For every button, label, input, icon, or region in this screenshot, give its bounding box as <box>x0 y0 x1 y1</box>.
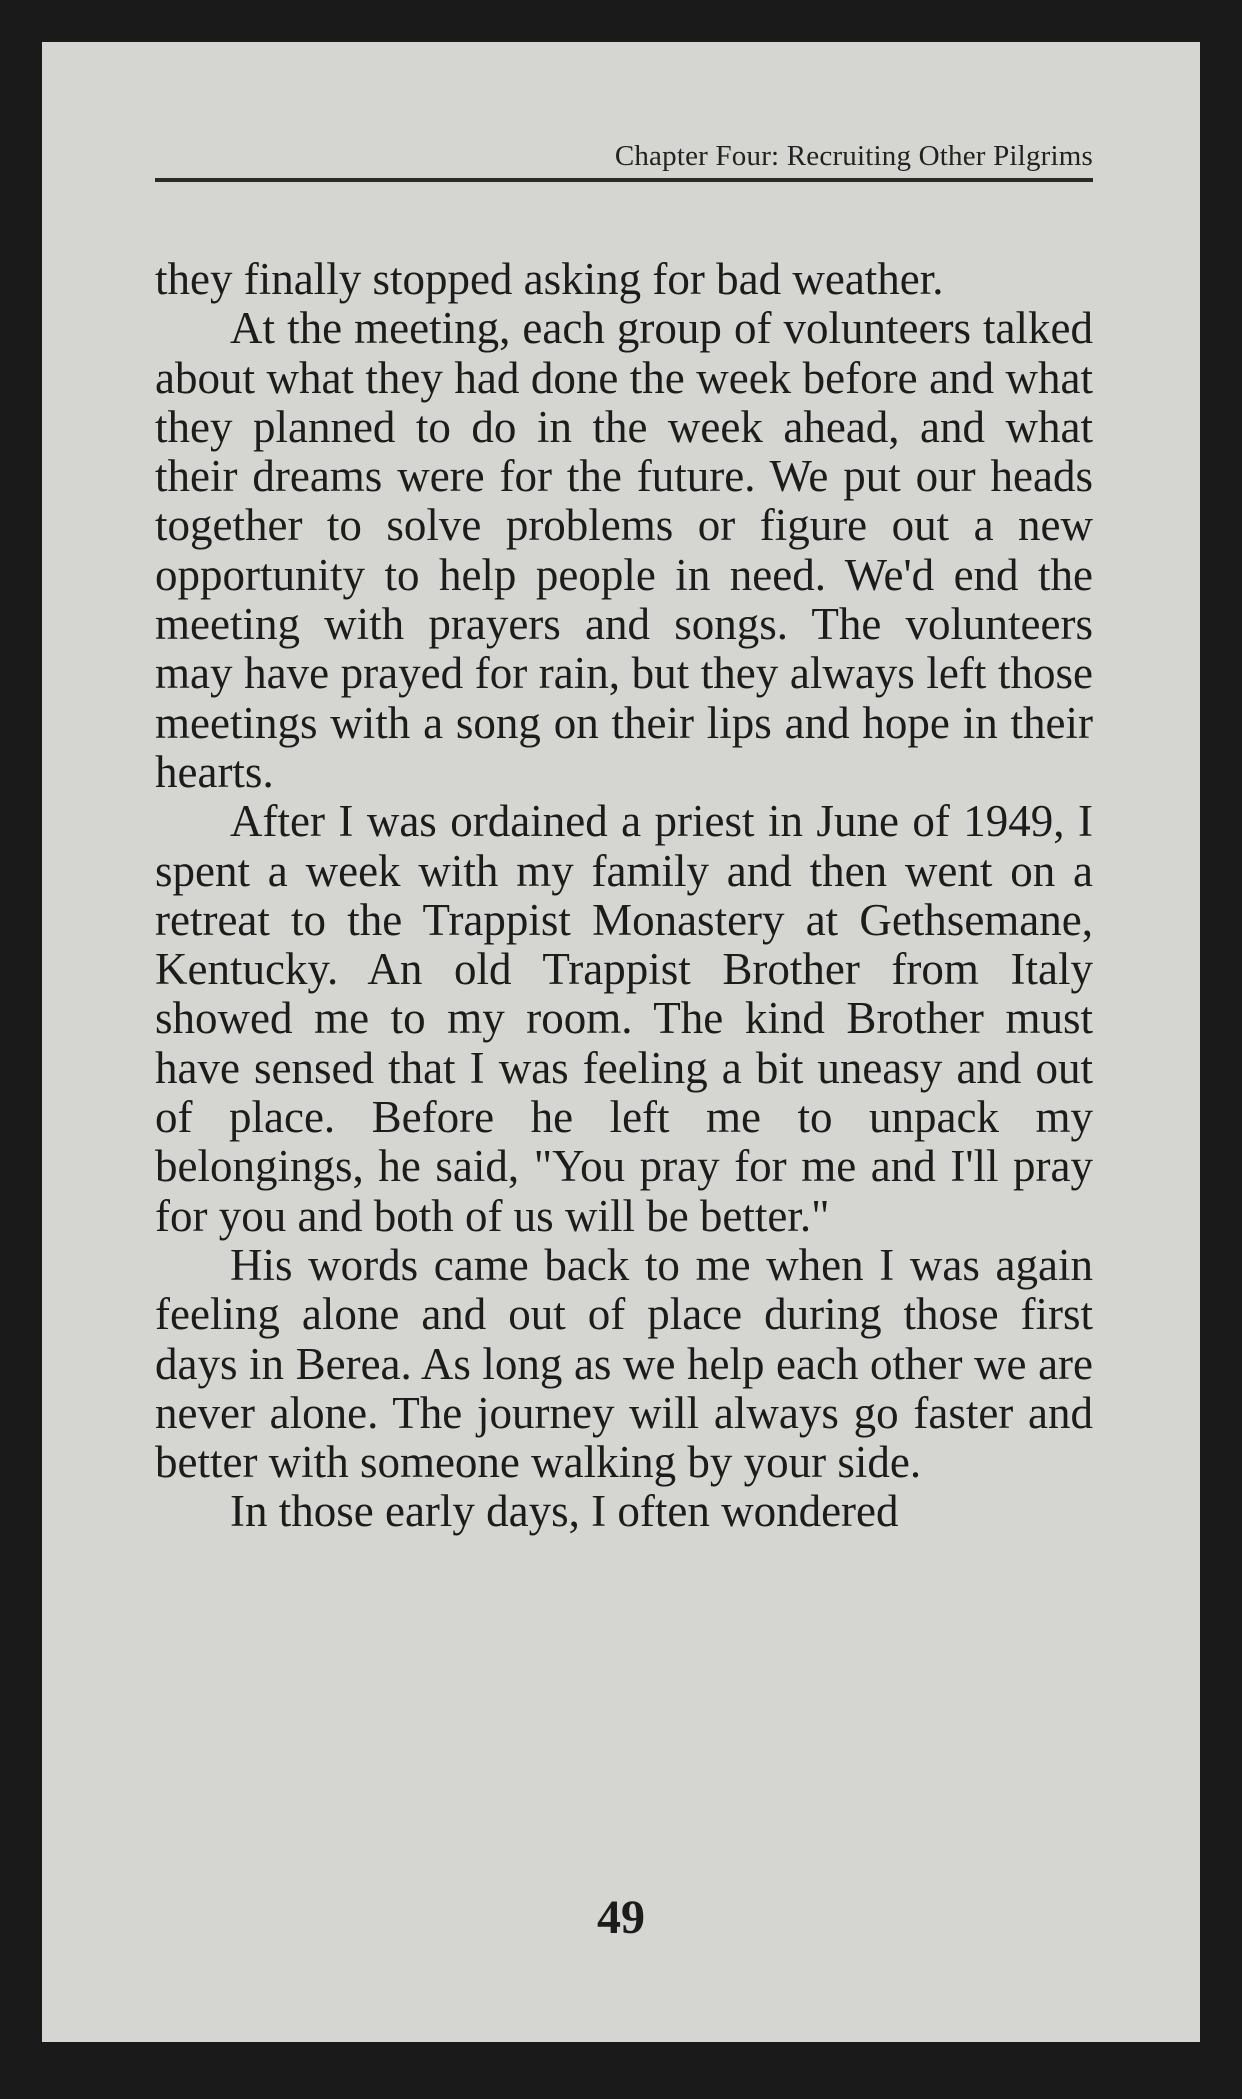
paragraph-4: His words came back to me when I was again feeling alone and out of place during those first days in Berea. As long as we help each other we are never alone. The journey will always go faster and better with someone walking by your side. <box>155 1239 1093 1488</box>
paragraph-2: At the meeting, each group of volunteers talked about what they had done the week before and what they planned to do in the week ahead, and what their dreams were for the future. We put our heads together to solve problems or figure out a new opportunity to help people in need. We'd end the meeting with prayers and songs. The volunteers may have prayed for rain, but they always left those meetings with a song on their lips and hope in their hearts. <box>155 303 1093 797</box>
running-title: Chapter Four: Recruiting Other Pilgrims <box>614 140 1093 172</box>
paragraph-3: After I was ordained a priest in June of 1949, I spent a week with my family and then went on a retreat to the Trappist Monastery at Gethsemane, Kentucky. An old Trappist Brother from Italy showed me to my room. The kind Brother must have sensed that I was feeling a bit uneasy and out of place. Before he left me to unpack my belongings, he said, "You pray for me and I'll pray for you and both of us will be better." <box>155 796 1093 1241</box>
paragraph-1: they finally stopped asking for bad weather. <box>155 254 944 304</box>
running-header <box>155 100 1093 180</box>
paragraph-5: In those early days, I often wondered <box>230 1486 899 1537</box>
page-number: 49 <box>597 1891 645 1944</box>
header-rule <box>155 178 1093 182</box>
body-text <box>155 255 1093 1537</box>
